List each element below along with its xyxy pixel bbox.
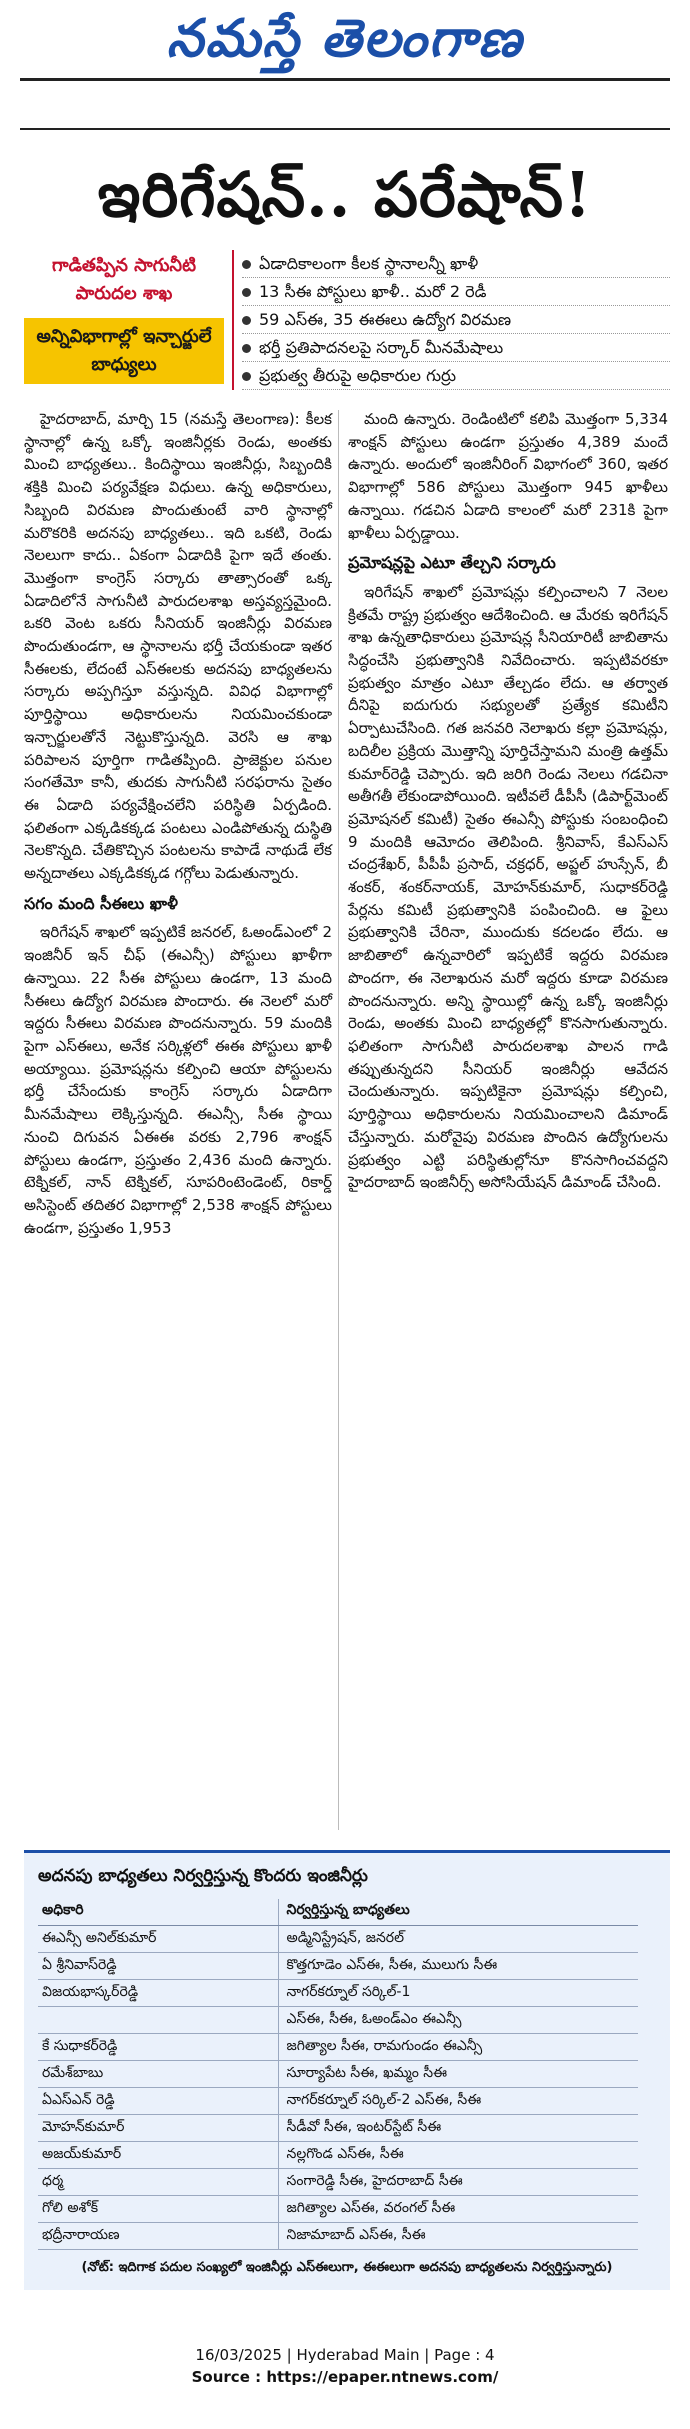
engineers-table — [38, 1899, 638, 2250]
table-header-duties: నిర్వర్తిస్తున్న బాధ్యతలు — [278, 1899, 638, 1925]
table-row — [38, 2006, 638, 2033]
kicker-red: గాడితప్పిన సాగునీటి పారుదల శాఖ — [52, 255, 196, 304]
article-paragraph: మంది ఉన్నారు. రెండింటిలో కలిపి మొత్తంగా 5,334 శాంక్షన్ పోస్టులు ఉండగా ప్రస్తుతం 4,389 మందే ఉన్నారు. అందులో ఇంజినీరింగ్ విభాగంలో 360, ఇతర విభాగాల్లో 586 పోస్టులు మొత్తంగా 945 ఖాళీలు ఉన్నాయి. గడచిన ఏడాది కాలంలో మరో 231కి పైగా ఖాళీలు ఏర్పడ్డాయి. — [348, 410, 668, 542]
bullet-text: ఏడాదికాలంగా కీలక స్థానాలన్నీ ఖాళీ — [259, 254, 479, 273]
table-cell: గోలి అశోక్ — [38, 2195, 278, 2222]
table-header-officer: అధికారి — [38, 1899, 278, 1925]
column-divider — [338, 410, 339, 1830]
bullet-list — [232, 250, 670, 390]
table-cell: నల్లగొండ ఎస్ఈ, సీఈ — [278, 2141, 638, 2168]
footer-dateline: 16/03/2025 | Hyderabad Main | Page : 4 — [195, 2346, 495, 2364]
table-cell: ఎస్ఈ, సీఈ, ఓఅండ్ఎం ఈఎన్సీ — [278, 2006, 638, 2033]
table-cell: నిజామాబాద్ ఎస్ఈ, సీఈ — [278, 2222, 638, 2249]
table-cell: సీడీవో సీఈ, ఇంటర్‌స్టేట్ సీఈ — [278, 2114, 638, 2141]
bullet-item — [242, 334, 670, 362]
table-cell: ఏఎస్ఎన్ రెడ్డి — [38, 2087, 278, 2114]
masthead-rule — [20, 78, 670, 81]
table-row — [38, 2222, 638, 2249]
table-cell: అజయ్‌కుమార్ — [38, 2141, 278, 2168]
table-cell: రమేశ్‌బాబు — [38, 2060, 278, 2087]
table-row — [38, 1925, 638, 1952]
table-row — [38, 2087, 638, 2114]
article-paragraph: ఇరిగేషన్ శాఖలో ఇప్పటికే జనరల్, ఓఅండ్ఎంలో 2 ఇంజినీర్ ఇన్ చీఫ్ (ఈఎన్సీ) పోస్టులు ఖాళీగా ఉన్నాయి. 22 సీఈ పోస్టులు ఉండగా, 13 మంది సీఈలు ఉద్యోగ విరమణ పొందారు. ఈ నెలలో మరో ఇద్దరు సీఈలు విరమణ పొందనున్నారు. 59 మందికి పైగా ఎస్ఈలు, అనేక సర్కిళ్లలో ఈఈ పోస్టులు ఖాళీ అయ్యాయి. ప్రమోషన్లను కల్పించి ఆయా పోస్టులను భర్తీ చేసేందుకు కాంగ్రెస్ సర్కారు ఏడాదిగా మీనమేషాలు లెక్కిస్తున్నది. ఈఎన్సీ, సీఈ స్థాయి నుంచి దిగువన ఏఈఈ వరకు 2,796 శాంక్షన్ పోస్టులు ఉండగా, ప్రస్తుతం 2,436 మంది ఉన్నారు. టెక్నికల్, నాన్ టెక్నికల్, సూపరింటెండెంట్, రికార్డ్ అసిస్టెంట్ తదితర విభాగాల్లో 2,538 శాంక్షన్ పోస్టులు ఉండగా, ప్రస్తుతం 1,953 — [24, 923, 332, 1237]
engineers-table-box — [24, 1850, 670, 2290]
article-paragraph: హైదరాబాద్, మార్చి 15 (నమస్తే తెలంగాణ): కీలక స్థానాల్లో ఉన్న ఒక్కో ఇంజినీర్లకు రెండు, అంతకు మించి బాధ్యతలు.. కిందిస్థాయి ఇంజినీర్లు, సిబ్బందికి శక్తికి మించి పర్యవేక్షణ విధులు. ఉన్న అధికారులు, సిబ్బంది విరమణ పొందుతుంటే వారి స్థానాల్లో మరొకరికి అదనపు బాధ్యతలు.. ఇది ఒకటి, రెండు నెలలుగా కాదు.. ఏకంగా ఏడాదికి పైగా ఇదే తంతు. మొత్తంగా కాంగ్రెస్ సర్కారు తాత్సారంతో ఒక్క ఏడాదిలోనే సాగునీటి పారుదలశాఖ అస్తవ్యస్తమైంది. ఒకరి వెంట ఒకరు సీనియర్ ఇంజినీర్లు విరమణ పొందుతుండగా, ఆ స్థానాలను భర్తీ చేయకుండా ఇతర సీఈలకు, లేదంటే ఎస్ఈలకు అదనపు బాధ్యతలను సర్కారు అప్పగిస్తూ వస్తున్నది. వివిధ విభాగాల్లో పూర్తిస్థాయి అధికారులను నియమించకుండా ఇన్చార్జులతోనే నెట్టుకొస్తున్నది. వెరసి ఆ శాఖ పరిపాలన పూర్తిగా గాడితప్పింది. ప్రాజెక్టుల పనుల సంగతేమో కానీ, తుదకు సాగునీటి సరఫరాను సైతం ఈ ఏడాది పర్యవేక్షించలేని పరిస్థితి ఏర్పడింది. ఫలితంగా ఎక్కడికక్కడ పంటలు ఎండిపోతున్న దుస్థితి నెలకొన్నది. చేతికొచ్చిన పంటలను కాపాడే నాథుడే లేక అన్నదాతలు ఎక్కడికక్కడ గగ్గోలు పెడుతున్నారు. — [24, 410, 332, 883]
table-cell: సూర్యాపేట సీఈ, ఖమ్మం సీఈ — [278, 2060, 638, 2087]
table-cell: సంగారెడ్డి సీఈ, హైదరాబాద్ సీఈ — [278, 2168, 638, 2195]
table-cell: జగిత్యాల సీఈ, రామగుండం ఈఎన్సీ — [278, 2033, 638, 2060]
masthead — [0, 8, 690, 70]
table-cell: ఏ శ్రీనివాస్‌రెడ్డి — [38, 1952, 278, 1979]
table-note: (నోట్: ఇదిగాక పదుల సంఖ్యలో ఇంజినీర్లు ఎస్ఈలుగా, ఈఈలుగా అదనపు బాధ్యతలను నిర్వర్తిస్తున్నారు) — [81, 2259, 613, 2275]
table-row — [38, 2195, 638, 2222]
bullet-text: భర్తీ ప్రతిపాదనలపై సర్కార్ మీనమేషాలు — [259, 338, 504, 357]
table-cell: ఈఎన్సీ అనిల్‌కుమార్ — [38, 1925, 278, 1952]
table-row — [38, 2141, 638, 2168]
table-title: అదనపు బాధ్యతలు నిర్వర్తిస్తున్న కొందరు ఇంజినీర్లు — [38, 1866, 368, 1886]
bullet-item — [242, 250, 670, 278]
headline-rule — [20, 128, 670, 130]
table-cell: నాగర్‌కర్నూల్ సర్కిల్-1 — [278, 1979, 638, 2006]
table-row — [38, 2060, 638, 2087]
kicker-box — [24, 248, 224, 388]
bullet-dot-icon — [242, 288, 251, 297]
article-column-right — [348, 408, 668, 1194]
bullet-dot-icon — [242, 344, 251, 353]
table-cell: నాగర్‌కర్నూల్ సర్కిల్-2 ఎస్ఈ, సీఈ — [278, 2087, 638, 2114]
subheading: సగం మంది సీఈలు ఖాళీ — [24, 893, 178, 913]
table-row — [38, 1979, 638, 2006]
bullet-text: ప్రభుత్వ తీరుపై అధికారుల గుర్రు — [259, 366, 457, 385]
table-cell: విజయభాస్కర్‌రెడ్డి — [38, 1979, 278, 2006]
table-cell — [38, 2006, 278, 2033]
table-cell: మోహన్‌కుమార్ — [38, 2114, 278, 2141]
bullet-dot-icon — [242, 372, 251, 381]
table-header-row — [38, 1899, 638, 1925]
subheading: ప్రమోషన్లపై ఎటూ తేల్చని సర్కారు — [348, 553, 556, 573]
page-footer — [0, 2344, 690, 2404]
table-cell: జగిత్యాల ఎస్ఈ, వరంగల్ సీఈ — [278, 2195, 638, 2222]
masthead-title: నమస్తే తెలంగాణ — [166, 8, 524, 69]
bullet-dot-icon — [242, 260, 251, 269]
bullet-item — [242, 362, 670, 390]
article-paragraph: ఇరిగేషన్ శాఖలో ప్రమోషన్లు కల్పించాలని 7 నెలల క్రితమే రాష్ట్ర ప్రభుత్వం ఆదేశించింది. ఆ మేరకు ఇరిగేషన్ శాఖ ఉన్నతాధికారులు ప్రమోషన్ల సీనియారిటీ జాబితాను సిద్ధంచేసి ప్రభుత్వానికి నివేదించారు. ఇప్పటివరకూ ప్రభుత్వం మాత్రం ఎటూ తేల్చడం లేదు. ఆ తర్వాత దీనిపై ఐదుగురు సభ్యులతో ప్రత్యేక కమిటీని ఏర్పాటుచేసింది. గత జనవరి నెలాఖరు కల్లా ప్రమోషన్లు, బదిలీల ప్రక్రియ మొత్తాన్ని పూర్తిచేస్తామని మంత్రి ఉత్తమ్ కుమార్‌రెడ్డి చెప్పారు. ఇది జరిగి రెండు నెలలు గడచినా అతీగతీ లేకుండాపోయింది. ఇటీవలే డీపీసీ (డిపార్ట్‌మెంట్ ప్రమోషనల్ కమిటీ) సైతం ఈఎన్సీ పోస్టుకు సంబంధించి 9 మందికి ఆమోదం తెలిపింది. శ్రీనివాస్, కేఎస్ఎస్ చంద్రశేఖర్, పీపీపీ ప్రసాద్, చక్రధర్, అప్జల్ హుస్సేన్, బీ శంకర్, శంకర్‌నాయక్, మోహన్‌కుమార్, సుధాకర్‌రెడ్డి పేర్లను కమిటీ ప్రభుత్వానికి పంపించింది. ఆ ఫైలు ప్రభుత్వానికి చేరినా, ముందుకు కదలడం లేదు. ఆ జాబితాలో ఉన్నవారిలో ఇప్పటికే ఇద్దరు విరమణ పొందగా, ఈ నెలాఖరున మరో ఇద్దరు కూడా విరమణ పొందనున్నారు. అన్ని స్థాయిల్లో ఉన్న ఒక్కో ఇంజినీర్లు రెండు, అంతకు మించి బాధ్యతల్లో కొనసాగుతున్నారు. ఫలితంగా సాగునీటి పారుదలశాఖ పాలన గాడి తప్పుతున్నదని సీనియర్ ఇంజినీర్లు ఆవేదన చెందుతున్నారు. ఇప్పటికైనా ప్రమోషన్లు కల్పించి, పూర్తిస్థాయి అధికారులను నియమించాలని డిమాండ్ చేస్తున్నారు. మరోవైపు విరమణ పొందిన ఉద్యోగులను ప్రభుత్వం ఎట్టి పరిస్థితుల్లోనూ కొనసాగించవద్దని హైదరాబాద్ ఇంజినీర్స్ అసోసియేషన్ డిమాండ్ చేసింది. — [348, 582, 668, 1192]
article-column-left — [24, 408, 332, 1239]
kicker-yellow: అన్నివిభాగాల్లో ఇన్చార్జులే బాధ్యులు — [24, 318, 224, 384]
table-row — [38, 2033, 638, 2060]
table-row — [38, 2168, 638, 2195]
table-cell: కొత్తగూడెం ఎస్ఈ, సీఈ, ములుగు సీఈ — [278, 1952, 638, 1979]
bullet-item — [242, 306, 670, 334]
bullet-item — [242, 278, 670, 306]
table-cell: అడ్మినిస్ట్రేషన్, జనరల్ — [278, 1925, 638, 1952]
table-row — [38, 2114, 638, 2141]
table-row — [38, 1952, 638, 1979]
bullet-text: 59 ఎస్ఈ, 35 ఈఈలు ఉద్యోగ విరమణ — [259, 310, 512, 329]
table-cell: భద్రీనారాయణ — [38, 2222, 278, 2249]
headline: ఇరిగేషన్.. పరేషాన్! — [97, 158, 593, 231]
bullet-text: 13 సీఈ పోస్టులు ఖాళీ.. మరో 2 రెడీ — [259, 282, 487, 301]
footer-source: Source : https://epaper.ntnews.com/ — [191, 2368, 499, 2386]
table-cell: కే సుధాకర్‌రెడ్డి — [38, 2033, 278, 2060]
table-cell: ధర్మ — [38, 2168, 278, 2195]
bullet-dot-icon — [242, 316, 251, 325]
